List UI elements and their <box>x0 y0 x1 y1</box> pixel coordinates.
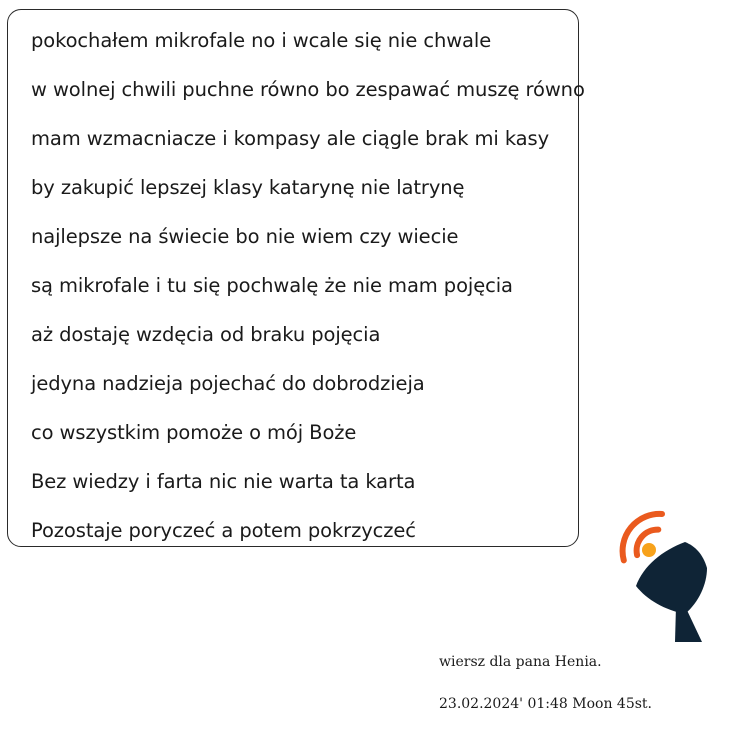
poem-line-6: są mikrofale i tu się pochwalę że nie mam pojęcia <box>31 274 513 297</box>
poem-lines <box>31 19 585 558</box>
poem-line-8: jedyna nadzieja pojechać do dobrodzieja <box>31 372 425 395</box>
dish-mast <box>675 606 702 642</box>
poem-box <box>7 9 585 547</box>
date-line: 23.02.2024' 01:48 Moon 45st. <box>439 696 652 712</box>
dedication-text: wiersz dla pana Henia. <box>439 654 602 670</box>
poem-line-10: Bez wiedzy i farta nic nie warta ta karta <box>31 470 416 493</box>
poem-line-9: co wszystkim pomoże o mój Boże <box>31 421 357 444</box>
poem-line-11: Pozostaje poryczeć a potem pokrzyczeć <box>31 519 416 542</box>
signal-dot <box>642 543 656 557</box>
poem-line-2: w wolnej chwili puchne równo bo zespawać muszę równo <box>31 78 585 101</box>
poem-line-4: by zakupić lepszej klasy katarynę nie latrynę <box>31 176 465 199</box>
satellite-dish-icon <box>603 506 711 644</box>
poem-line-3: mam wzmacniacze i kompasy ale ciągle brak mi kasy <box>31 127 550 150</box>
poem-line-5: najlepsze na świecie bo nie wiem czy wiecie <box>31 225 459 248</box>
poem-line-1: pokochałem mikrofale no i wcale się nie chwale <box>31 29 492 52</box>
poem-line-7: aż dostaję wzdęcia od braku pojęcia <box>31 323 381 346</box>
